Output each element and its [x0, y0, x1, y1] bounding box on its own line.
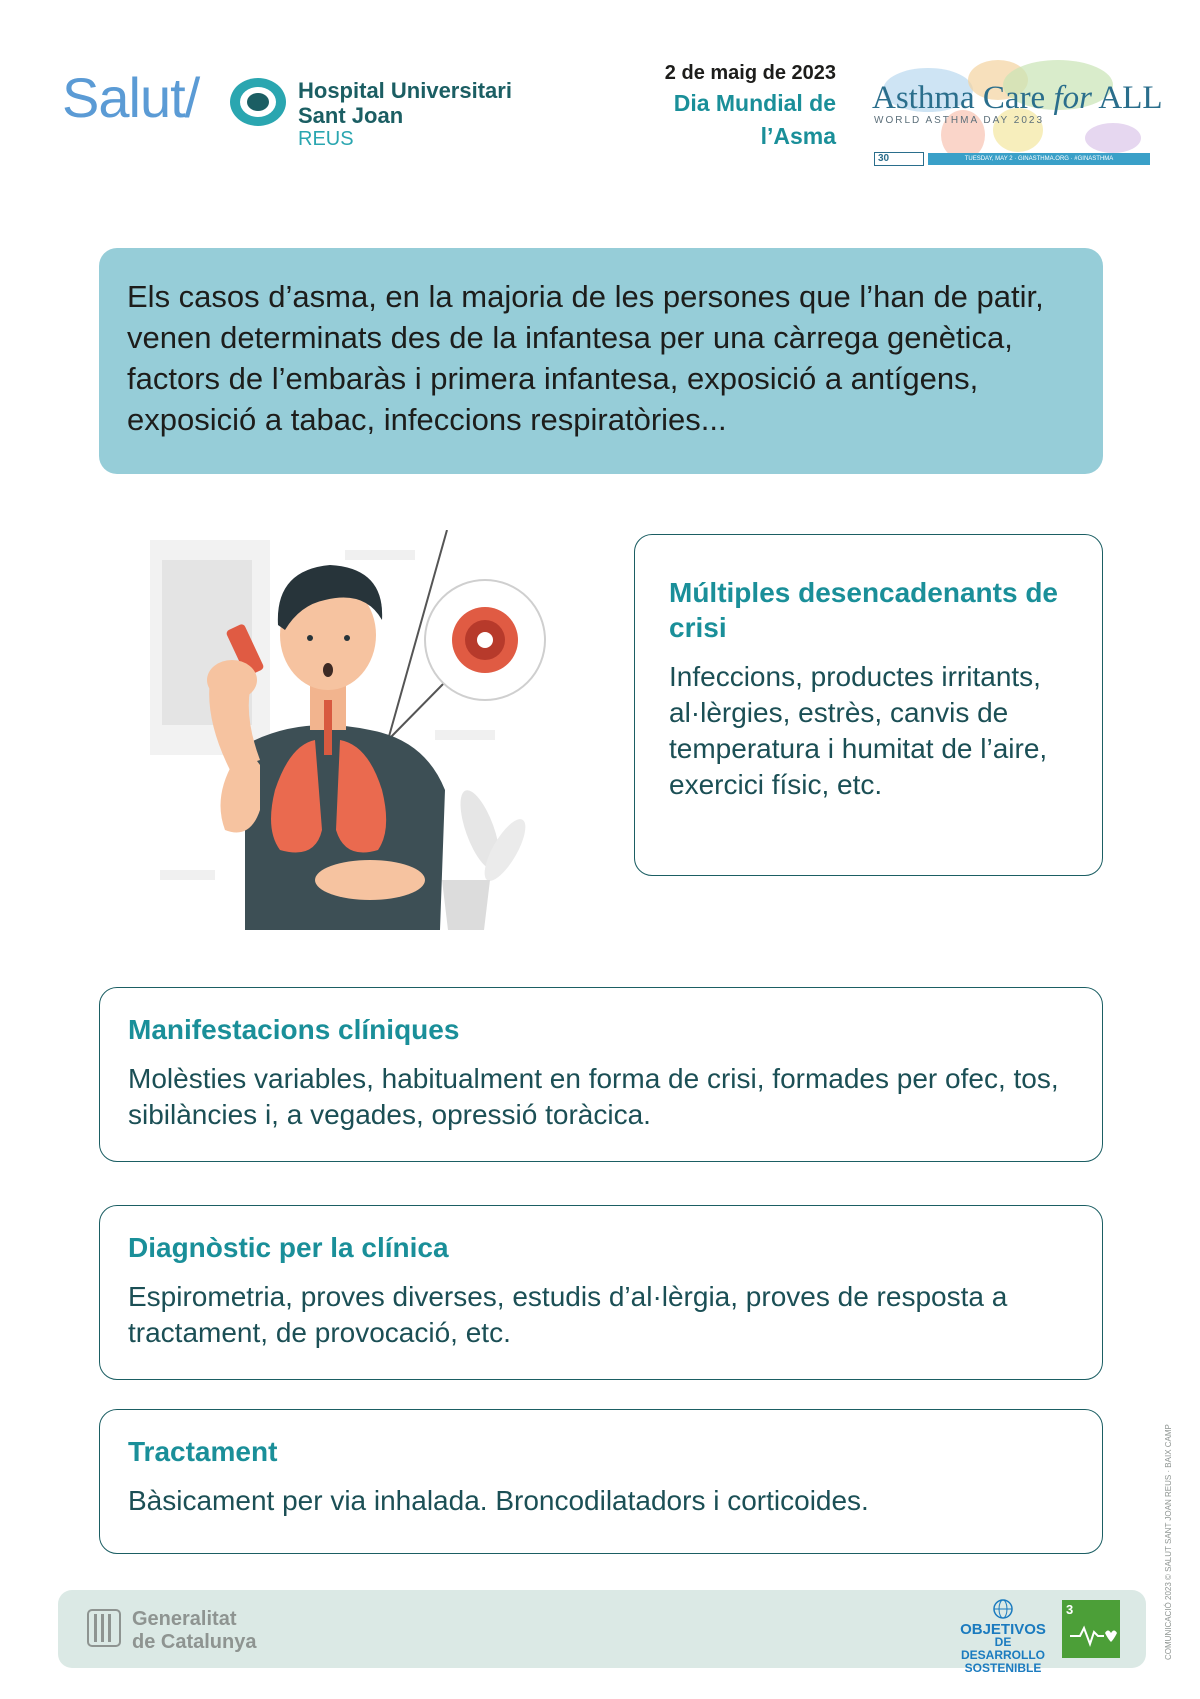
event-date: 2 de maig de 2023	[664, 62, 836, 84]
diagnosis-title: Diagnòstic per la clínica	[128, 1232, 449, 1263]
campaign-badge: 30	[874, 152, 924, 166]
asthma-person-illustration-icon	[150, 530, 550, 940]
generalitat-name-line1: Generalitat	[132, 1608, 237, 1630]
generalitat-name-line2: de Catalunya	[132, 1631, 257, 1653]
diagnosis-text: Espirometria, proves diverses, estudis d’al·lèrgia, proves de resposta a tractament, de provocació, etc.	[128, 1281, 1008, 1348]
sdg-label	[960, 1598, 1046, 1675]
credit-text: COMUNICACIÓ 2023 © SALUT SANT JOAN REUS · BAIX CAMP	[1164, 1424, 1173, 1660]
treatment-card	[99, 1409, 1103, 1554]
hospital-name	[298, 78, 512, 128]
hospital-name-line2: Sant Joan	[298, 103, 404, 128]
event-name-line1: Dia Mundial de	[673, 90, 836, 116]
un-globe-icon	[992, 1598, 1014, 1620]
sdg-label-line3: SOSTENIBLE	[964, 1661, 1042, 1675]
manifestations-card	[99, 987, 1103, 1162]
generalitat-logo-icon	[86, 1608, 122, 1648]
hospital-name-line1: Hospital Universitari	[298, 78, 512, 103]
salut-logo: Salut/	[62, 66, 200, 129]
event-name-line2: l’Asma	[760, 123, 836, 149]
hospital-city: REUS	[298, 128, 354, 150]
campaign-title: Asthma Care for ALL	[872, 80, 1163, 116]
triggers-card	[634, 534, 1103, 876]
sdg3-number: 3	[1066, 1602, 1074, 1617]
treatment-title: Tractament	[128, 1436, 278, 1467]
campaign-subtitle: WORLD ASTHMA DAY 2023	[874, 115, 1045, 126]
manifestations-title: Manifestacions clíniques	[128, 1014, 460, 1045]
triggers-text: Infeccions, productes irritants, al·lèrgies, estrès, canvis de temperatura i humitat de l’aire, exercici físic, etc.	[669, 661, 1048, 800]
hospital-logo-icon	[228, 76, 288, 128]
sdg-label-line2: DE DESARROLLO	[961, 1635, 1045, 1662]
event-date-block	[576, 62, 836, 151]
campaign-footer: TUESDAY, MAY 2 · GINASTHMA.ORG · #GINASTHMA	[928, 153, 1150, 165]
diagnosis-card	[99, 1205, 1103, 1380]
intro-box	[99, 248, 1103, 474]
intro-text: Els casos d’asma, en la majoria de les persones que l’han de patir, venen determinats des de la infantesa per una càrrega genètica, factors de l’embaràs i primera infantesa, exposició a antígens, exposició a tabac, infeccions respiratòries...	[127, 279, 1044, 437]
generalitat-name	[132, 1608, 256, 1654]
sdg-label-line1: OBJETIVOS	[960, 1621, 1046, 1638]
triggers-title: Múltiples desencadenants de crisi	[669, 577, 1058, 643]
manifestations-text: Molèsties variables, habitualment en forma de crisi, formades per ofec, tos, sibilàncies i, a vegades, opressió toràcica.	[128, 1063, 1059, 1130]
treatment-text: Bàsicament per via inhalada. Broncodilatadors i corticoides.	[128, 1485, 869, 1516]
campaign-footer-strip	[874, 152, 1150, 166]
